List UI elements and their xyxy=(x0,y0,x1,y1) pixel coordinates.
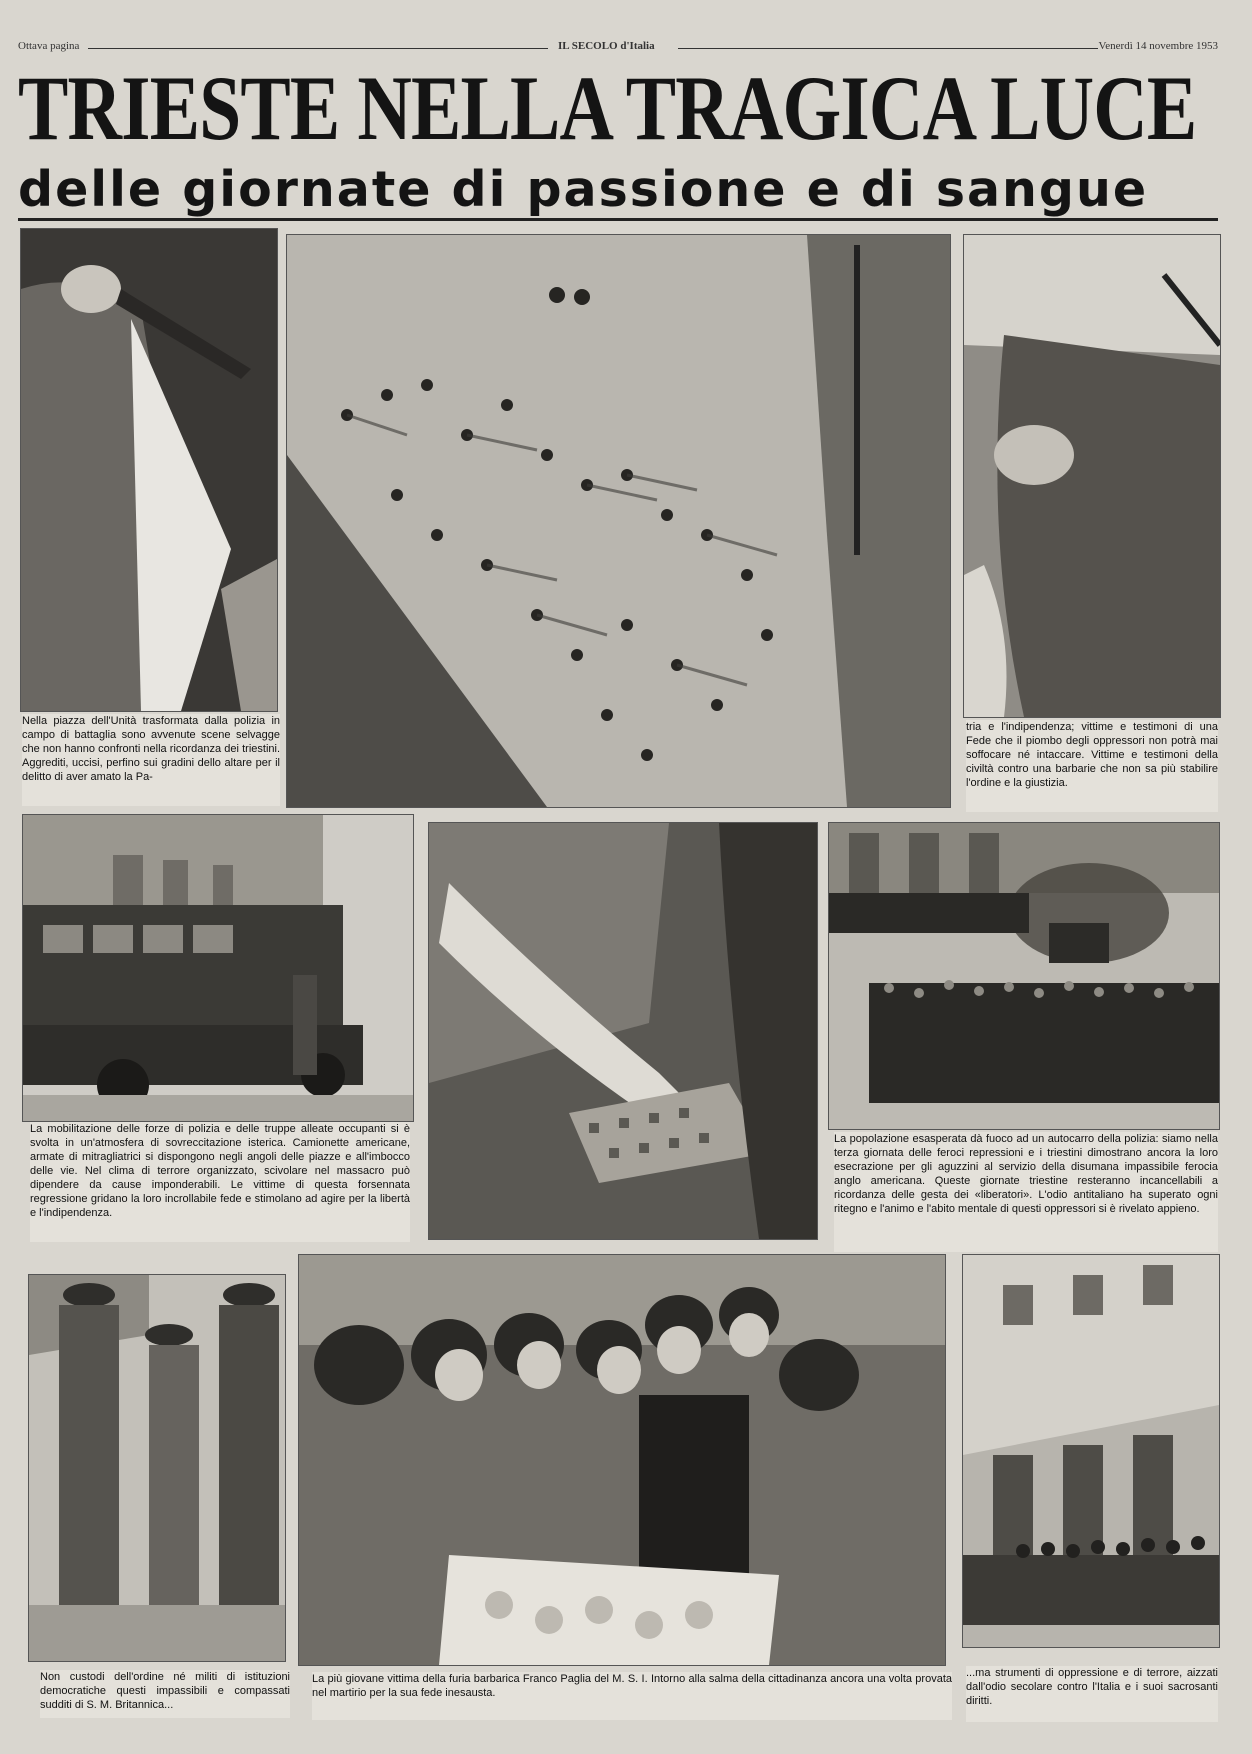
subheadline: delle giornate di passione e di sangue xyxy=(18,161,1149,218)
caption-piazza: Nella piazza dell'Unità trasformata dalla polizia in campo di battaglia sono avvenute scene selvagge che non hanno confronti nella ricordanza dei triestini. Aggrediti, uccisi, perfino sui gradini dello altare per il delitto di aver amato la Pa- xyxy=(22,714,280,806)
photo-british-soldiers xyxy=(28,1274,286,1662)
photo-wounded-man xyxy=(20,228,278,712)
page-header xyxy=(18,40,1218,56)
caption-mobilitazione: La mobilitazione delle forze di polizia e delle truppe alleate occupanti si è svolta in un'atmosfera di sovreccitazione isterica. Camionette americane, armate di mitragliatrici si dispongono negli angoli delle piazze e all'imbocco delle vie. Nel clima di terrore organizzato, scivolare nel massacro può dipendere da cause imponderabili. Le vittime di questa forsennata regressione gridano la loro incrollabile fede e stimolano ad agire per la libertà e l'indipendenza. xyxy=(30,1122,410,1242)
photo-crowd-fire xyxy=(828,822,1220,1130)
caption-strumenti: ...ma strumenti di oppressione e di terrore, aizzati dall'odio secolare contro l'Italia e i suoi sacrosanti diritti. xyxy=(966,1666,1218,1722)
caption-popolazione: La popolazione esasperata dà fuoco ad un autocarro della polizia: siamo nella terza giornata delle feroci repressioni e i triestini dimostrano ancora la loro esecrazione per gli aguzzini al servizio della disumana impassibile ferocia anglo americana. Queste giornate triestine resteranno incancellabili a ricordanza delle gesta dei «liberatori». L'odio antitaliano ha superato ogni ritegno e l'animo e l'abito mentale di questi oppressori si è rivelato appieno. xyxy=(834,1132,1218,1252)
caption-vittima: La più giovane vittima della furia barbarica Franco Paglia del M. S. I. Intorno alla salma della cittadinanza ancora una volta provata nel martirio per la sua fede inesausta. xyxy=(312,1672,952,1720)
photo-police-trucks xyxy=(22,814,414,1122)
caption-custodi: Non custodi dell'ordine né militi di istituzioni democratiche questi impassibili e compassati sudditi di S. M. Britannica... xyxy=(40,1670,290,1718)
issue-date: Venerdì 14 novembre 1953 xyxy=(1098,40,1218,52)
photo-piazza-aerial xyxy=(286,234,951,808)
newspaper-name: IL SECOLO d'Italia xyxy=(558,40,655,52)
photo-mourners xyxy=(298,1254,946,1666)
photo-fallen-man xyxy=(963,234,1221,718)
photo-hands-flowers xyxy=(428,822,818,1240)
headline: TRIESTE NELLA TRAGICA LUCE xyxy=(18,57,1197,159)
photo-troops-building xyxy=(962,1254,1220,1648)
page-number: Ottava pagina xyxy=(18,40,80,52)
headline-divider xyxy=(18,218,1218,221)
caption-fede: tria e l'indipendenza; vittime e testimoni di una Fede che il piombo degli oppressori non potrà mai soffocare né intaccare. Vittime e testimoni della civiltà contro una barbarie che non sa più stabilire l'ordine e la giustizia. xyxy=(966,720,1218,812)
